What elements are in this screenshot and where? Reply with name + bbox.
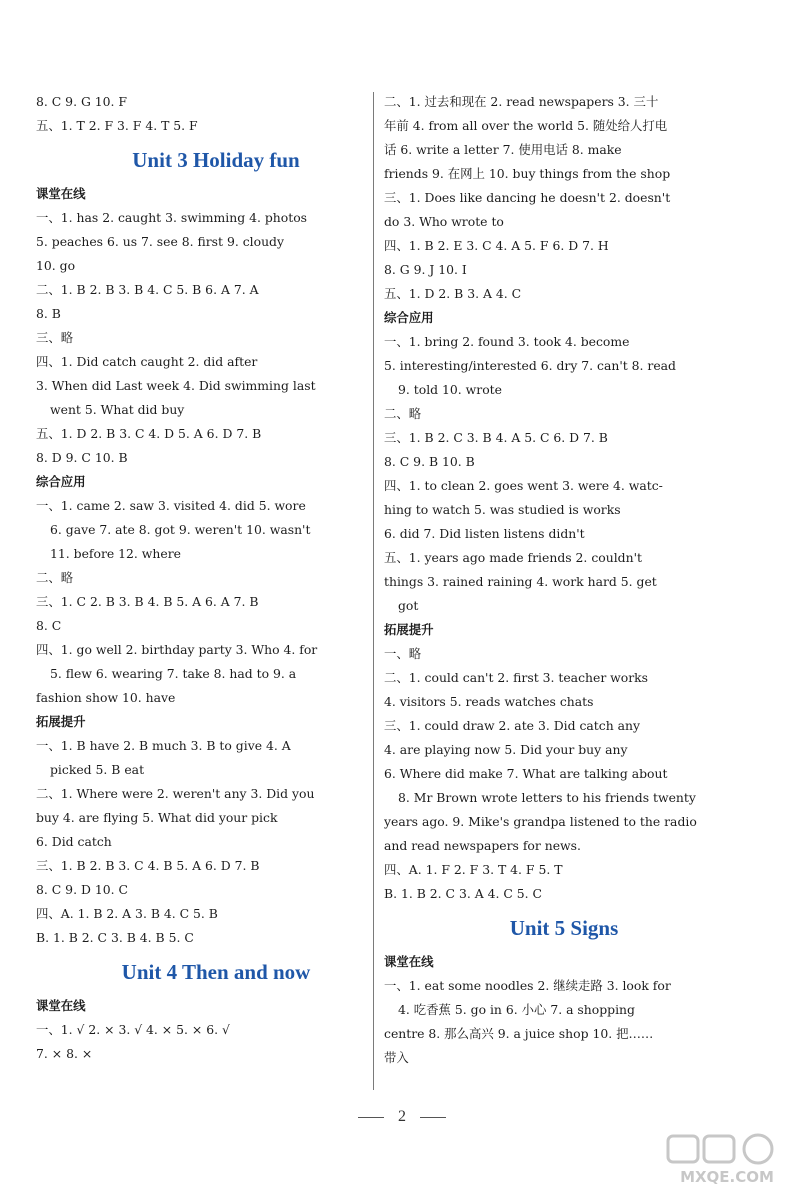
answer-line: 三、略 (36, 330, 74, 345)
answer-line: 4. are playing now 5. Did your buy any (384, 742, 628, 757)
answer-line: 五、1. T 2. F 3. F 4. T 5. F (36, 118, 198, 133)
answer-line: 7. × 8. × (36, 1046, 93, 1061)
unit-heading: Unit 5 Signs (509, 916, 619, 940)
svg-text:MXQE.COM: MXQE.COM (680, 1168, 774, 1186)
answer-line: 5. peaches 6. us 7. see 8. first 9. cloudy (36, 234, 284, 249)
right-column (384, 90, 744, 1070)
answer-line: 8. Mr Brown wrote letters to his friends twenty (398, 790, 696, 805)
answer-line: 四、A. 1. B 2. A 3. B 4. C 5. B (36, 906, 218, 921)
answer-line: 一、1. B have 2. B much 3. B to give 4. A (36, 738, 291, 753)
answer-line: 四、A. 1. F 2. F 3. T 4. F 5. T (384, 862, 563, 877)
answer-line: fashion show 10. have (36, 690, 176, 705)
answer-line: 5. interesting/interested 6. dry 7. can't 8. read (384, 358, 676, 373)
answer-line: 二、1. 过去和现在 2. read newspapers 3. 三十 (384, 94, 659, 109)
answer-line: B. 1. B 2. C 3. B 4. B 5. C (36, 930, 194, 945)
answer-line: 四、1. go well 2. birthday party 3. Who 4. for (36, 642, 318, 657)
unit-heading: Unit 3 Holiday fun (132, 148, 300, 172)
answer-line: 4. visitors 5. reads watches chats (384, 694, 594, 709)
answer-line: 三、1. could draw 2. ate 3. Did catch any (384, 718, 640, 733)
answer-line: 五、1. D 2. B 3. C 4. D 5. A 6. D 7. B (36, 426, 262, 441)
answer-line: 3. When did Last week 4. Did swimming last (36, 378, 316, 393)
answer-line: 二、1. Where were 2. weren't any 3. Did you (36, 786, 315, 801)
answer-line: 5. flew 6. wearing 7. take 8. had to 9. a (50, 666, 297, 681)
answer-line: 二、略 (36, 570, 74, 585)
answer-line: 8. C 9. D 10. C (36, 882, 128, 897)
answer-line: 三、1. B 2. B 3. C 4. B 5. A 6. D 7. B (36, 858, 260, 873)
answer-line: things 3. rained raining 4. work hard 5. get (384, 574, 657, 589)
answer-line: friends 9. 在网上 10. buy things from the shop (384, 166, 671, 181)
answer-line: centre 8. 那么高兴 9. a juice shop 10. 把…… (384, 1026, 654, 1041)
answer-line: 一、略 (384, 646, 422, 661)
answer-line: 9. told 10. wrote (398, 382, 502, 397)
answer-line: 8. C 9. B 10. B (384, 454, 475, 469)
answer-line: 6. Did catch (36, 834, 112, 849)
answer-line: 话 6. write a letter 7. 使用电话 8. make (384, 142, 622, 157)
left-column (36, 90, 396, 1066)
answer-line: 8. C 9. G 10. F (36, 94, 128, 109)
page-footer (0, 1108, 804, 1126)
answer-line: 11. before 12. where (50, 546, 181, 561)
answer-line: 一、1. √ 2. × 3. √ 4. × 5. × 6. √ (36, 1022, 230, 1037)
answer-line: 一、1. bring 2. found 3. took 4. become (384, 334, 630, 349)
footer-dash-right (420, 1117, 446, 1118)
answer-line: and read newspapers for news. (384, 838, 581, 853)
answer-line: 8. D 9. C 10. B (36, 450, 128, 465)
answer-line: do 3. Who wrote to (384, 214, 504, 229)
answer-line: 4. 吃香蕉 5. go in 6. 小心 7. a shopping (398, 1002, 635, 1017)
answer-line: 三、1. Does like dancing he doesn't 2. doesn't (384, 190, 671, 205)
page-number: 2 (398, 1108, 406, 1125)
answer-line: 四、1. to clean 2. goes went 3. were 4. watc- (384, 478, 663, 493)
section-heading: 课堂在线 (384, 954, 434, 969)
answer-line: 五、1. years ago made friends 2. couldn't (384, 550, 642, 565)
answer-line: 6. gave 7. ate 8. got 9. weren't 10. wasn't (50, 522, 311, 537)
answer-line: 四、1. B 2. E 3. C 4. A 5. F 6. D 7. H (384, 238, 609, 253)
answer-line: 8. G 9. J 10. I (384, 262, 467, 277)
section-heading: 拓展提升 (36, 714, 86, 729)
answer-line: went 5. What did buy (50, 402, 185, 417)
answer-line: 五、1. D 2. B 3. A 4. C (384, 286, 522, 301)
answer-line: buy 4. are flying 5. What did your pick (36, 810, 278, 825)
answer-line: got (398, 598, 419, 613)
answer-line: 一、1. came 2. saw 3. visited 4. did 5. wore (36, 498, 306, 513)
answer-line: 一、1. has 2. caught 3. swimming 4. photos (36, 210, 308, 225)
answer-line: years ago. 9. Mike's grandpa listened to the radio (384, 814, 697, 829)
section-heading: 课堂在线 (36, 186, 86, 201)
column-divider (373, 92, 374, 1090)
answer-line: 6. Where did make 7. What are talking about (384, 766, 668, 781)
section-heading: 综合应用 (384, 310, 434, 325)
unit-heading: Unit 4 Then and now (121, 960, 311, 984)
footer-dash-left (358, 1117, 384, 1118)
answer-line: 10. go (36, 258, 76, 273)
answer-line: 二、略 (384, 406, 422, 421)
answer-line: 一、1. eat some noodles 2. 继续走路 3. look for (384, 978, 671, 993)
answer-line: 三、1. B 2. C 3. B 4. A 5. C 6. D 7. B (384, 430, 608, 445)
answer-line: B. 1. B 2. C 3. A 4. C 5. C (384, 886, 543, 901)
section-heading: 课堂在线 (36, 998, 86, 1013)
answer-line: 6. did 7. Did listen listens didn't (384, 526, 585, 541)
answer-line: hing to watch 5. was studied is works (384, 502, 621, 517)
answer-line: 二、1. B 2. B 3. B 4. C 5. B 6. A 7. A (36, 282, 259, 297)
answer-line: 8. B (36, 306, 61, 321)
section-heading: 综合应用 (36, 474, 86, 489)
answer-line: 二、1. could can't 2. first 3. teacher works (384, 670, 649, 685)
answer-line: 四、1. Did catch caught 2. did after (36, 354, 258, 369)
watermark-logo (664, 1132, 790, 1188)
answer-line: 8. C (36, 618, 62, 633)
answer-line: picked 5. B eat (50, 762, 145, 777)
section-heading: 拓展提升 (384, 622, 434, 637)
answer-line: 年前 4. from all over the world 5. 随处给人打电 (384, 118, 668, 133)
answer-line: 三、1. C 2. B 3. B 4. B 5. A 6. A 7. B (36, 594, 259, 609)
answer-line: 带入 (384, 1050, 409, 1065)
